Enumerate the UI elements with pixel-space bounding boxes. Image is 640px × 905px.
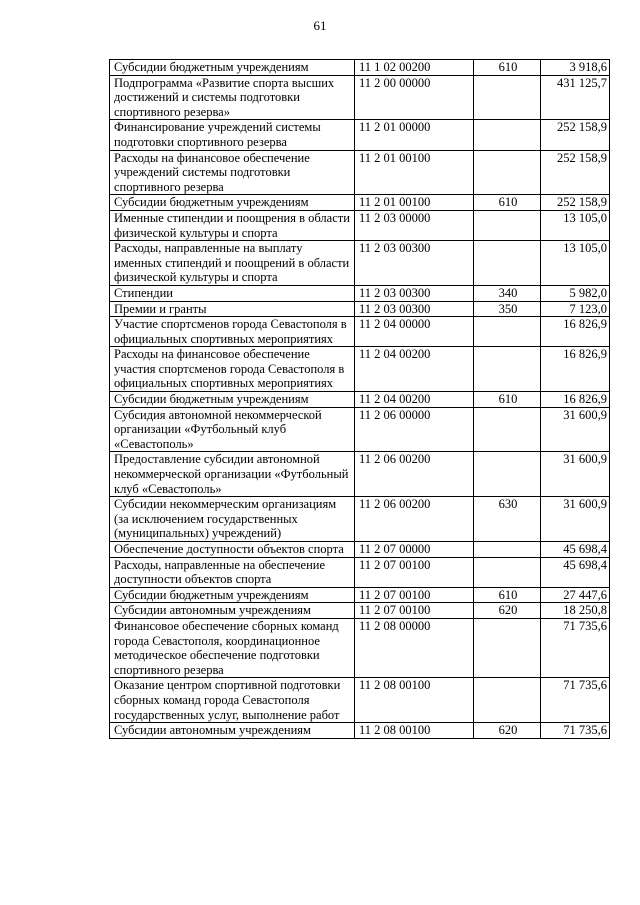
row-name-cell: Субсидии автономным учреждениям — [110, 603, 355, 619]
row-code-cell: 11 2 08 00100 — [355, 723, 474, 739]
row-name-cell: Субсидия автономной некоммерческой организации «Футбольный клуб «Севастополь» — [110, 407, 355, 452]
row-name-cell: Расходы на финансовое обеспечение учреждений системы подготовки спортивного резерва — [110, 150, 355, 195]
row-amount-cell: 7 123,0 — [541, 301, 610, 317]
row-name-cell: Субсидии бюджетным учреждениям — [110, 587, 355, 603]
table-row — [110, 497, 610, 542]
table-row — [110, 542, 610, 558]
row-name-cell: Обеспечение доступности объектов спорта — [110, 542, 355, 558]
table-row — [110, 285, 610, 301]
row-name-cell: Именные стипендии и поощрения в области физической культуры и спорта — [110, 210, 355, 240]
budget-table-body — [110, 60, 610, 739]
page-number: 61 — [313, 18, 327, 33]
row-amount-cell: 252 158,9 — [541, 150, 610, 195]
row-name-cell: Стипендии — [110, 285, 355, 301]
table-row — [110, 587, 610, 603]
row-code-cell: 11 2 06 00000 — [355, 407, 474, 452]
row-code-cell: 11 2 06 00200 — [355, 497, 474, 542]
row-amount-cell: 13 105,0 — [541, 210, 610, 240]
row-expense-type-cell — [474, 150, 541, 195]
row-code-cell: 11 2 08 00100 — [355, 678, 474, 723]
table-row — [110, 60, 610, 76]
row-name-cell: Расходы, направленные на выплату именных стипендий и поощрений в области физической культуры и спорта — [110, 241, 355, 286]
table-row — [110, 452, 610, 497]
table-row — [110, 678, 610, 723]
row-code-cell: 11 2 01 00100 — [355, 150, 474, 195]
row-name-cell: Предоставление субсидии автономной некоммерческой организации «Футбольный клуб «Севастополь» — [110, 452, 355, 497]
row-amount-cell: 431 125,7 — [541, 75, 610, 120]
row-amount-cell: 252 158,9 — [541, 195, 610, 211]
row-expense-type-cell — [474, 542, 541, 558]
row-code-cell: 11 2 04 00200 — [355, 392, 474, 408]
table-row — [110, 723, 610, 739]
row-amount-cell: 31 600,9 — [541, 497, 610, 542]
row-name-cell: Субсидии некоммерческим организациям (за исключением государственных (муниципальных) учреждений) — [110, 497, 355, 542]
table-row — [110, 150, 610, 195]
row-name-cell: Субсидии бюджетным учреждениям — [110, 60, 355, 76]
row-expense-type-cell: 350 — [474, 301, 541, 317]
row-name-cell: Субсидии автономным учреждениям — [110, 723, 355, 739]
table-row — [110, 195, 610, 211]
row-expense-type-cell — [474, 678, 541, 723]
row-expense-type-cell — [474, 241, 541, 286]
table-row — [110, 392, 610, 408]
row-name-cell: Финансирование учреждений системы подготовки спортивного резерва — [110, 120, 355, 150]
row-code-cell: 11 2 06 00200 — [355, 452, 474, 497]
row-amount-cell: 16 826,9 — [541, 347, 610, 392]
row-amount-cell: 31 600,9 — [541, 452, 610, 497]
row-expense-type-cell — [474, 347, 541, 392]
row-code-cell: 11 2 07 00000 — [355, 542, 474, 558]
row-amount-cell: 71 735,6 — [541, 723, 610, 739]
table-row — [110, 241, 610, 286]
row-amount-cell: 16 826,9 — [541, 317, 610, 347]
row-code-cell: 11 1 02 00200 — [355, 60, 474, 76]
table-row — [110, 301, 610, 317]
row-amount-cell: 71 735,6 — [541, 618, 610, 677]
row-code-cell: 11 2 07 00100 — [355, 557, 474, 587]
row-code-cell: 11 2 03 00000 — [355, 210, 474, 240]
row-code-cell: 11 2 00 00000 — [355, 75, 474, 120]
row-code-cell: 11 2 07 00100 — [355, 587, 474, 603]
row-expense-type-cell: 340 — [474, 285, 541, 301]
row-amount-cell: 18 250,8 — [541, 603, 610, 619]
row-name-cell: Субсидии бюджетным учреждениям — [110, 392, 355, 408]
table-row — [110, 75, 610, 120]
row-code-cell: 11 2 04 00000 — [355, 317, 474, 347]
row-expense-type-cell: 610 — [474, 60, 541, 76]
row-amount-cell: 13 105,0 — [541, 241, 610, 286]
row-amount-cell: 31 600,9 — [541, 407, 610, 452]
table-row — [110, 347, 610, 392]
row-expense-type-cell: 610 — [474, 587, 541, 603]
row-name-cell: Финансовое обеспечение сборных команд города Севастополя, координационное методическое обеспечение подготовки спортивного резерва — [110, 618, 355, 677]
row-expense-type-cell — [474, 452, 541, 497]
row-amount-cell: 27 447,6 — [541, 587, 610, 603]
row-amount-cell: 5 982,0 — [541, 285, 610, 301]
row-amount-cell: 3 918,6 — [541, 60, 610, 76]
row-expense-type-cell: 610 — [474, 392, 541, 408]
budget-table — [109, 59, 610, 739]
row-code-cell: 11 2 03 00300 — [355, 241, 474, 286]
row-name-cell: Субсидии бюджетным учреждениям — [110, 195, 355, 211]
row-expense-type-cell — [474, 317, 541, 347]
row-code-cell: 11 2 08 00000 — [355, 618, 474, 677]
row-amount-cell: 45 698,4 — [541, 557, 610, 587]
row-amount-cell: 71 735,6 — [541, 678, 610, 723]
table-row — [110, 557, 610, 587]
row-expense-type-cell: 630 — [474, 497, 541, 542]
row-name-cell: Расходы, направленные на обеспечение доступности объектов спорта — [110, 557, 355, 587]
row-name-cell: Подпрограмма «Развитие спорта высших достижений и системы подготовки спортивного резерва» — [110, 75, 355, 120]
row-code-cell: 11 2 01 00000 — [355, 120, 474, 150]
table-row — [110, 210, 610, 240]
row-expense-type-cell: 610 — [474, 195, 541, 211]
row-expense-type-cell — [474, 120, 541, 150]
row-expense-type-cell — [474, 75, 541, 120]
table-row — [110, 407, 610, 452]
row-expense-type-cell — [474, 407, 541, 452]
row-code-cell: 11 2 04 00200 — [355, 347, 474, 392]
row-code-cell: 11 2 07 00100 — [355, 603, 474, 619]
row-code-cell: 11 2 01 00100 — [355, 195, 474, 211]
row-expense-type-cell — [474, 618, 541, 677]
table-row — [110, 618, 610, 677]
row-expense-type-cell: 620 — [474, 723, 541, 739]
row-name-cell: Расходы на финансовое обеспечение участия спортсменов города Севастополя в официальных спортивных мероприятиях — [110, 347, 355, 392]
row-amount-cell: 16 826,9 — [541, 392, 610, 408]
table-row — [110, 603, 610, 619]
row-code-cell: 11 2 03 00300 — [355, 285, 474, 301]
row-code-cell: 11 2 03 00300 — [355, 301, 474, 317]
row-name-cell: Оказание центром спортивной подготовки сборных команд города Севастополя государственных услуг, выполнение работ — [110, 678, 355, 723]
row-amount-cell: 45 698,4 — [541, 542, 610, 558]
row-expense-type-cell: 620 — [474, 603, 541, 619]
table-row — [110, 120, 610, 150]
row-expense-type-cell — [474, 557, 541, 587]
row-amount-cell: 252 158,9 — [541, 120, 610, 150]
row-name-cell: Премии и гранты — [110, 301, 355, 317]
row-name-cell: Участие спортсменов города Севастополя в официальных спортивных мероприятиях — [110, 317, 355, 347]
row-expense-type-cell — [474, 210, 541, 240]
table-row — [110, 317, 610, 347]
